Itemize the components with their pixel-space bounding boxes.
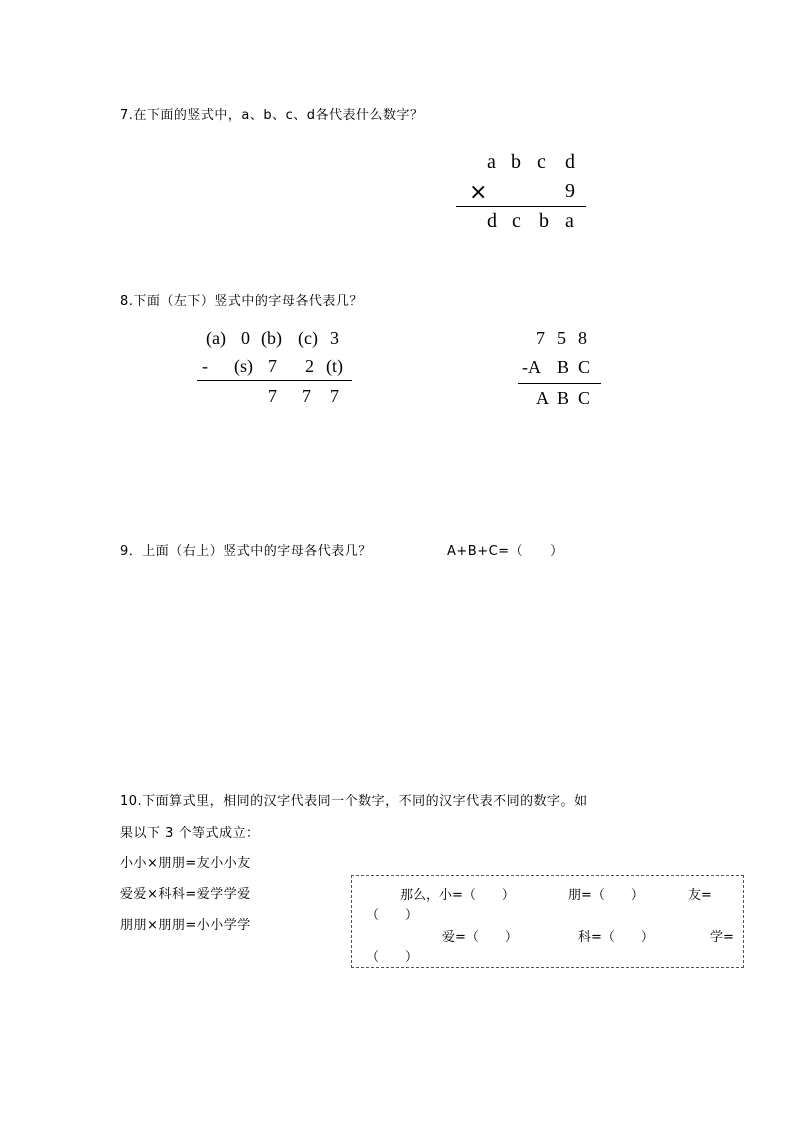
q8-right-result-b: B	[557, 388, 570, 408]
q10-line2: 果以下 3 个等式成立：	[120, 826, 260, 841]
q7-digit-b: b	[511, 151, 521, 173]
q8-right-b: B	[557, 357, 570, 377]
q8-left-minus: -	[202, 356, 208, 376]
q8-right-seven: 7	[536, 328, 545, 348]
q10-equation-1: 小小×朋朋=友小小友	[120, 856, 251, 871]
q8-right-c: C	[578, 357, 591, 377]
answer-xue: 学=	[710, 930, 734, 945]
answer-you: 友=	[688, 888, 712, 903]
answer-ke: 科=（ ）	[578, 930, 654, 945]
q8-right-minus-a: -A	[522, 357, 541, 377]
q7-result-b: b	[539, 210, 549, 232]
q8-left-b: (b)	[261, 328, 282, 348]
q8-right-result-a: A	[536, 388, 549, 408]
q9-title: 9．上面（右上）竖式中的字母各代表几？	[120, 544, 372, 559]
q8-right-five: 5	[557, 328, 566, 348]
answer-you-paren: （ ）	[366, 908, 419, 923]
q8-right-eight: 8	[578, 328, 587, 348]
q8-left-result-2: 7	[302, 386, 311, 406]
q10-answer-box	[351, 875, 744, 968]
answer-peng: 朋=（ ）	[568, 888, 644, 903]
q8-left-t: (t)	[326, 356, 343, 376]
q8-left-s: (s)	[234, 356, 253, 376]
q8-left-seven: 7	[268, 356, 277, 376]
q7-digit-a: a	[487, 151, 496, 173]
q8-left-c: (c)	[298, 328, 318, 348]
answer-xiao: 那么，小=（ ）	[400, 888, 515, 903]
q8-left-a: (a)	[206, 328, 226, 348]
q8-right-sum-line	[518, 383, 601, 384]
q8-right-result-c: C	[578, 388, 591, 408]
q7-result-a: a	[565, 210, 574, 232]
q7-result-c: c	[512, 210, 521, 232]
answer-xue-paren: （ ）	[366, 950, 419, 965]
q7-times-sign: ×	[469, 180, 488, 205]
q8-left-result-1: 7	[268, 386, 277, 406]
q7-sum-line	[456, 206, 586, 207]
q9-expression: A+B+C=（ ）	[447, 544, 564, 559]
q8-left-sum-line	[197, 380, 352, 381]
q8-left-two: 2	[305, 356, 314, 376]
q7-digit-d: d	[565, 151, 575, 173]
answer-ai: 爱=（ ）	[442, 930, 518, 945]
q10-equation-2: 爱爱×科科=爱学学爱	[120, 887, 251, 902]
q10-equation-3: 朋朋×朋朋=小小学学	[120, 918, 251, 933]
q8-left-three: 3	[330, 328, 339, 348]
q8-left-zero: 0	[241, 328, 250, 348]
q7-title: 7.在下面的竖式中，a、b、c、d各代表什么数字？	[120, 108, 424, 123]
q7-multiplier: 9	[565, 180, 575, 202]
q10-line1: 10.下面算式里，相同的汉字代表同一个数字，不同的汉字代表不同的数字。如	[120, 794, 588, 809]
q7-result-d: d	[487, 210, 497, 232]
q7-digit-c: c	[537, 151, 546, 173]
q8-left-result-3: 7	[330, 386, 339, 406]
q8-title: 8.下面（左下）竖式中的字母各代表几？	[120, 294, 363, 309]
